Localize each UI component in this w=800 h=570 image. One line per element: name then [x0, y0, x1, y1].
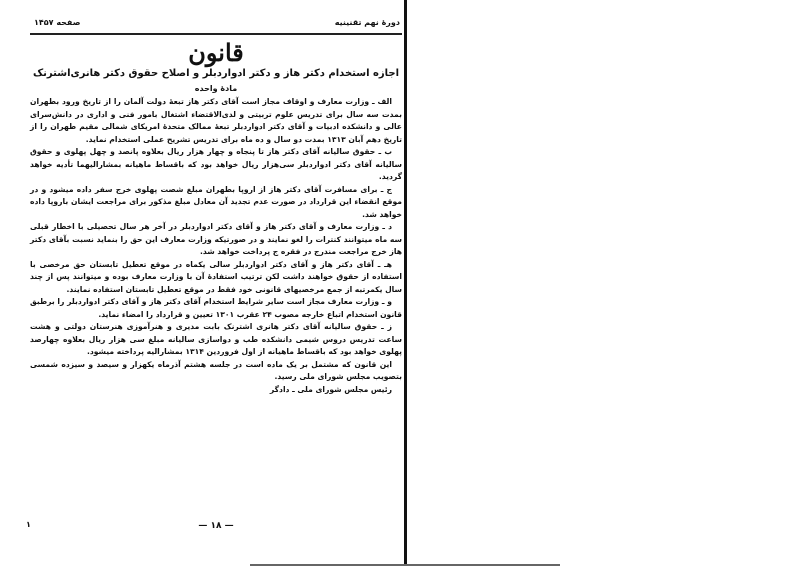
paragraph-be: ب ـ حقوق سالیانه آقای دکتر هاز تا پنجاه و چهار هزار ریال بعلاوه پانصد و چهل پهلوی و حقوق سالیانه آقای دکتر ادواردبلر سی‌هزار ریال خواهد بود که باقساط ماهیانه بمشارالیهما تأدیه خواهد گردید. [30, 147, 402, 181]
page-number: — ۱۸ — [198, 521, 234, 531]
paragraph-alef: الف ـ وزارت معارف و اوقاف مجاز است آقای دکتر هاز تبعهٔ دولت آلمان را از تاریخ ورود بطهران بمدت سه سال برای تدریس علوم تربیتی و لدی‌الاقتضاء اشتغال بامور فنی و اداری در دانش‌سرای عالی و دانشکده ادبیات و آقای دکتر ادواردبلر تبعهٔ ممالک متحدهٔ امریکای شمالی مقیم طهران را از تاریخ دهم آبان ۱۳۱۳ بمدت دو سال و ده ماه برای تدریس تشریح عملی استخدام نماید. [30, 97, 402, 144]
paragraph-ze: ز ـ حقوق سالیانه آقای دکتر هانری اشترنک بابت مدیری و هنرآموزی هنرستان دولتی و هشت ساعت تدریس دروس شیمی دانشکده طب و دواسازی سالیانه مبلغ سی هزار ریال بعلاوه چهارصد پهلوی خواهد بود که باقساط ماهیانه از اول فروردین ۱۳۱۴ بمشارالیه پرداخته میشود. [30, 322, 402, 356]
document-title: قانون [188, 38, 244, 67]
volume-label: دورهٔ نهم تقنینیه [334, 18, 400, 27]
scan-bottom-edge [250, 564, 560, 566]
paragraph-dal: د ـ وزارت معارف و آقای دکتر هاز و آقای دکتر ادواردبلر در آخر هر سال تحصیلی با اخطار قبلی سه ماه میتوانند کنترات را لغو نمایند و در صورتیکه وزارت معارف این حق را بنماید نسبت بآقای دکتر هاز خرج مراجعت مندرج در فقره ج پرداخت خواهد شد. [30, 222, 402, 256]
paragraph-jim: ج ـ برای مسافرت آقای دکتر هاز از اروپا بطهران مبلغ شصت پهلوی خرج سفر داده میشود و در موقع انقضاء این قرارداد در صورت عدم تجدید آن معادل مبلغ مذکور برای مراجعت ایشان باروپا داده خواهد شد. [30, 184, 402, 219]
page-header [30, 16, 402, 32]
paragraph-he: هـ ـ آقای دکتر هاز و آقای دکتر ادواردبلر سالی یکماه در موقع تعطیل تابستان حق مرخصی با استفاده از حقوق خواهند داشت لکن ترتیب استفادهٔ آن با وزارت معارف بوده و میتوانند پس از چند سال یکمرتبه از جمع مرخصیهای قانونی خود فقط در موقع تعطیل تابستان استفاده نمایند. [30, 259, 402, 294]
document-subtitle: اجازه استخدام دکتر هاز و دکتر ادواردبلر و اصلاح حقوق دکتر هانری‌اشترنک [32, 68, 400, 79]
corner-mark: ۱ [26, 520, 31, 529]
signature-line: رئیس مجلس شورای ملی ـ دادگر [269, 384, 392, 394]
page-spine-divider [404, 0, 407, 566]
enactment-note: این قانون که مشتمل بر یک ماده است در جلسه هشتم آذرماه یکهزار و سیصد و سیزده شمسی بتصویب مجلس شورای ملی رسید. [30, 359, 402, 381]
page-label: صفحه ۱۴۵۷ [34, 18, 81, 27]
document-left-page [26, 0, 402, 570]
article-heading: مادهٔ واحده [194, 84, 238, 93]
header-rule [30, 33, 402, 35]
document-body [30, 96, 402, 396]
paragraph-vav: و ـ وزارت معارف مجاز است سایر شرایط استخدام آقای دکتر هاز و آقای دکتر ادواردبلر را برطبق قانون استخدام اتباع خارجه مصوب ۲۴ عقرب ۱۳۰۱ تعیین و قرارداد را امضاء نماید. [30, 297, 402, 319]
